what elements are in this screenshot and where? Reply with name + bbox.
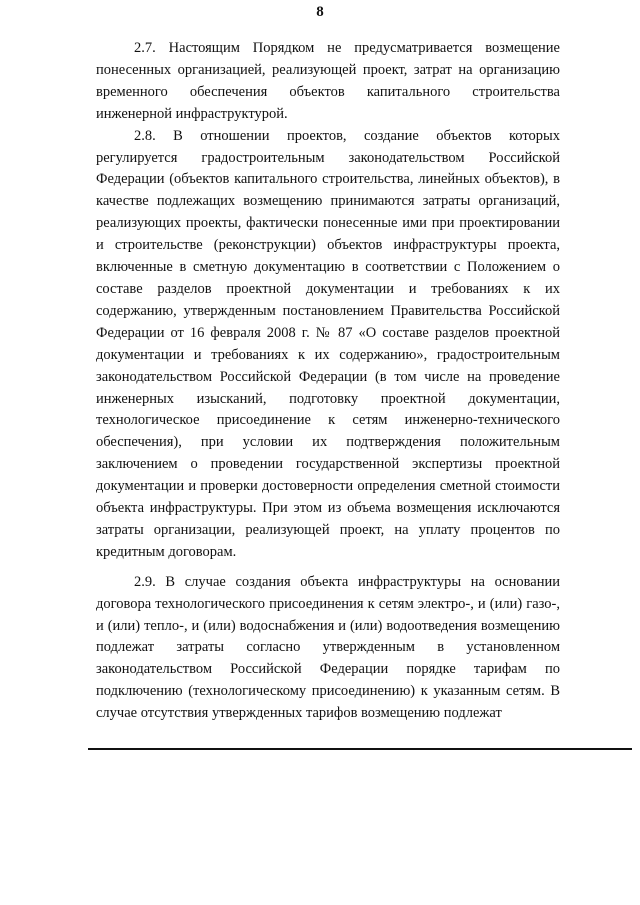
paragraph-2-9: 2.9. В случае создания объекта инфраструктуры на основании договора технологического присоединения к сетям электро-, и (или) газо-, и (или) тепло-, и (или) водоснабжения и (или) водоотведения возмещению подлежат затраты согласно утвержденным в установленном законодательством Российской Федерации порядке тарифам по подключению (технологическому присоединению) к указанным сетям. В случае отсутствия утвержденных тарифов возмещению подлежат <box>96 573 560 722</box>
paragraph-2-8: 2.8. В отношении проектов, создание объектов которых регулируется градостроительным законодательством Российской Федерации (объектов капитального строительства, линейных объектов), в качестве подлежащих возмещению принимаются затраты организаций, реализующих проекты, фактически понесенные ими при проектировании и строительстве (реконструкции) объектов инфраструктуры проекта, включенные в сметную документацию в соответствии с Положением о составе разделов проектной документации и требованиях к их содержанию, утвержденным постановлением Правительства Российской Федерации от 16 февраля 2008 г. № 87 «О составе разделов проектной документации и требованиях к их содержанию», градостроительным законодательством Российской Федерации (в том числе на проведение инженерных изысканий, подготовку проектной документации, технологическое присоединение к сетям инженерно-технического обеспечения), при условии их подтверждения положительным заключением о проведении государственной экспертизы проектной документации и проверки достоверности определения сметной стоимости объекта инфраструктуры. При этом из объема возмещения исключаются затраты организации, реализующей проект, на уплату процентов по кредитным договорам. <box>96 127 560 560</box>
page-divider-line <box>88 748 632 750</box>
document-body <box>96 38 560 725</box>
paragraph-2-7: 2.7. Настоящим Порядком не предусматривается возмещение понесенных организацией, реализующей проект, затрат на организацию временного обеспечения объектов капитального строительства инженерной инфраструктурой. <box>96 40 560 122</box>
page-number: 8 <box>316 4 324 20</box>
